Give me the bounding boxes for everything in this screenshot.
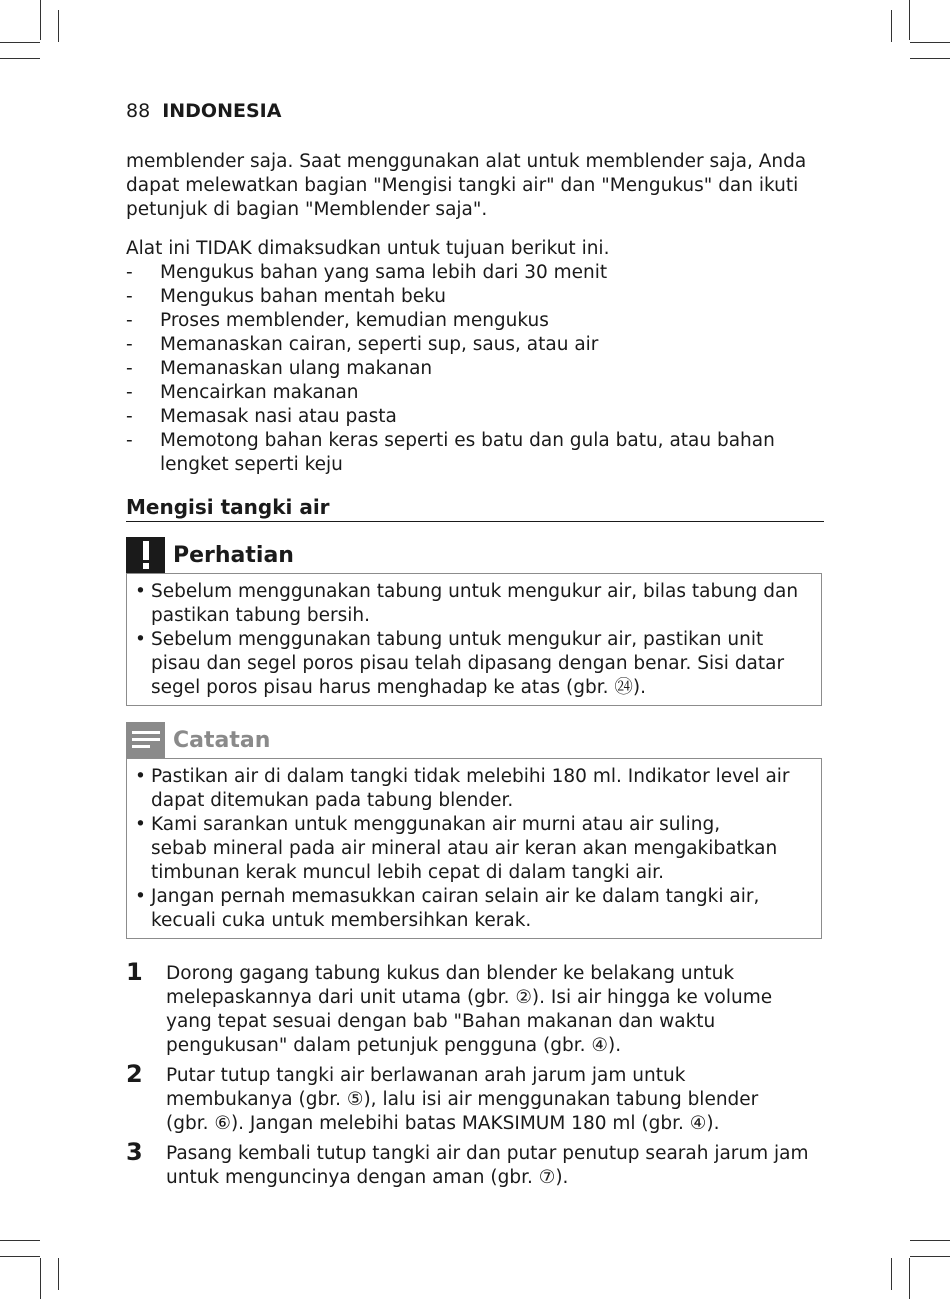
caution-header xyxy=(126,537,294,573)
step-item xyxy=(126,958,826,1058)
bullet-marker: • xyxy=(135,886,146,907)
note-item: • Kami sarankan untuk menggunakan air murni atau air suling, sebab mineral pada air mineral atau air keran akan mengakibatkan timbunan kerak muncul lebih cepat di dalam tangki air. xyxy=(135,814,778,883)
list-item: - Memasak nasi atau pasta xyxy=(126,406,397,427)
bullet-marker: • xyxy=(135,629,146,650)
step-number: 2 xyxy=(126,1060,143,1088)
page-language: INDONESIA xyxy=(162,100,282,122)
intro-paragraph-block xyxy=(126,150,826,222)
dash-marker: - xyxy=(126,382,133,403)
list-item: - Mencairkan makanan xyxy=(126,382,359,403)
dash-marker: - xyxy=(126,310,133,331)
step-text: Dorong gagang tabung kukus dan blender ke belakang untuk melepaskannya dari unit utama (gbr. ②). Isi air hingga ke volume yang tepat sesuai dengan bab "Bahan makanan dan waktu pengukusan" dalam petunjuk pengguna (gbr. ④). xyxy=(166,963,773,1056)
caution-title: Perhatian xyxy=(173,542,294,568)
dash-marker: - xyxy=(126,334,133,355)
note-box xyxy=(126,758,822,939)
dash-marker: - xyxy=(126,430,133,451)
list-item: - Mengukus bahan yang sama lebih dari 30 menit xyxy=(126,262,608,283)
caution-item: • Sebelum menggunakan tabung untuk mengukur air, pastikan unit pisau dan segel poros pisau telah dipasang dengan benar. Sisi datar segel poros pisau harus menghadap ke atas (gbr. ㉔). xyxy=(135,629,785,698)
bullet-marker: • xyxy=(135,581,146,602)
note-title: Catatan xyxy=(173,727,271,753)
page-number: 88 xyxy=(126,100,151,122)
list-item: - Memanaskan ulang makanan xyxy=(126,358,433,379)
bullet-marker: • xyxy=(135,766,146,787)
intro-paragraph: memblender saja. Saat menggunakan alat untuk memblender saja, Anda dapat melewatkan bagian "Mengisi tangki air" dan "Mengukus" dan ikuti petunjuk di bagian "Memblender saja". xyxy=(126,151,807,220)
note-header xyxy=(126,722,270,758)
page-header xyxy=(126,99,281,123)
list-item: - Mengukus bahan mentah beku xyxy=(126,286,446,307)
caution-item: • Sebelum menggunakan tabung untuk mengukur air, bilas tabung dan pastikan tabung bersih. xyxy=(135,581,799,626)
dash-marker: - xyxy=(126,406,133,427)
note-item: • Jangan pernah memasukkan cairan selain air ke dalam tangki air, kecuali cuka untuk membersihkan kerak. xyxy=(135,886,760,931)
step-item xyxy=(126,1138,826,1190)
step-item xyxy=(126,1060,826,1136)
step-number: 3 xyxy=(126,1138,143,1166)
dash-marker: - xyxy=(126,262,133,283)
not-intended-list xyxy=(126,261,826,477)
step-text: Pasang kembali tutup tangki air dan putar penutup searah jarum jam untuk menguncinya dengan aman (gbr. ⑦). xyxy=(166,1143,809,1188)
dash-marker: - xyxy=(126,286,133,307)
not-intended-heading-block xyxy=(126,237,826,261)
not-intended-heading: Alat ini TIDAK dimaksudkan untuk tujuan berikut ini. xyxy=(126,238,610,259)
caution-box xyxy=(126,573,822,706)
section-divider xyxy=(126,521,824,522)
note-item: • Pastikan air di dalam tangki tidak melebihi 180 ml. Indikator level air dapat ditemukan pada tabung blender. xyxy=(135,766,790,811)
step-number: 1 xyxy=(126,958,143,986)
dash-marker: - xyxy=(126,358,133,379)
bullet-marker: • xyxy=(135,814,146,835)
steps-list xyxy=(126,958,826,1196)
section-title: Mengisi tangki air xyxy=(126,495,330,519)
note-lines-icon xyxy=(126,722,165,758)
list-item: - Proses memblender, kemudian mengukus xyxy=(126,310,549,331)
list-item: - Memanaskan cairan, seperti sup, saus, atau air xyxy=(126,334,599,355)
exclamation-icon xyxy=(126,537,165,573)
list-item: - Memotong bahan keras seperti es batu dan gula batu, atau bahan lengket seperti keju xyxy=(126,430,775,475)
step-text: Putar tutup tangki air berlawanan arah jarum jam untuk membukanya (gbr. ⑤), lalu isi air menggunakan tabung blender (gbr. ⑥). Jangan melebihi batas MAKSIMUM 180 ml (gbr. ④). xyxy=(166,1065,759,1134)
